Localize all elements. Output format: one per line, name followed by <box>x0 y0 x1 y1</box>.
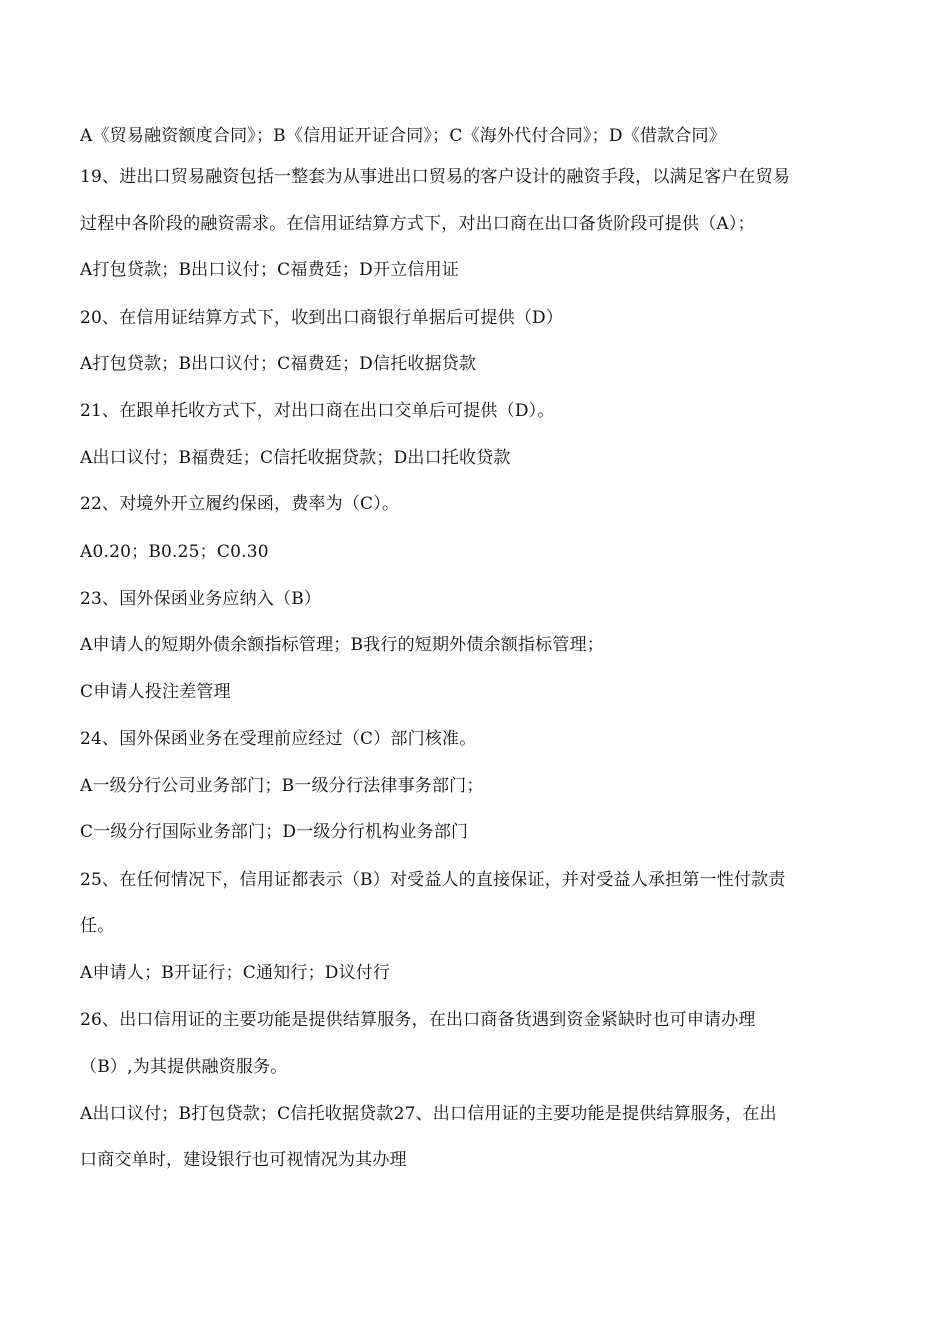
text-line-18: 任。 <box>80 916 115 936</box>
text-line-7: 21、在跟单托收方式下，对出口商在出口交单后可提供（D）。 <box>80 401 555 421</box>
text-line-15: A一级分行公司业务部门；B一级分行法律事务部门； <box>80 776 484 796</box>
text-line-22: A出口议付；B打包贷款；C信托收据贷款27、出口信用证的主要功能是提供结算服务，在出 <box>80 1104 777 1124</box>
text-line-21: （B）,为其提供融资服务。 <box>80 1057 288 1077</box>
text-line-8: A出口议付；B福费廷；C信托收据贷款；D出口托收贷款 <box>80 448 511 468</box>
text-line-1: A《贸易融资额度合同》；B《信用证开证合同》；C《海外代付合同》；D《借款合同》 <box>80 126 726 146</box>
text-line-12: A申请人的短期外债余额指标管理；B我行的短期外债余额指标管理； <box>80 635 604 655</box>
text-line-4: A打包贷款；B出口议付；C福费廷；D开立信用证 <box>80 260 460 280</box>
text-line-20: 26、出口信用证的主要功能是提供结算服务，在出口商备货遇到资金紧缺时也可申请办理 <box>80 1010 756 1030</box>
text-line-17: 25、在任何情况下，信用证都表示（B）对受益人的直接保证，并对受益人承担第一性付款责 <box>80 870 786 890</box>
text-line-19: A申请人；B开证行；C通知行；D议付行 <box>80 963 391 983</box>
text-line-23: 口商交单时，建设银行也可视情况为其办理 <box>80 1150 407 1170</box>
text-line-13: C申请人投注差管理 <box>80 682 231 702</box>
text-line-5: 20、在信用证结算方式下，收到出口商银行单据后可提供（D） <box>80 308 564 328</box>
text-line-11: 23、国外保函业务应纳入（B） <box>80 589 322 609</box>
text-line-6: A打包贷款；B出口议付；C福费廷；D信托收据贷款 <box>80 354 477 374</box>
text-line-9: 22、对境外开立履约保函，费率为（C）。 <box>80 494 400 514</box>
text-line-3: 过程中各阶段的融资需求。在信用证结算方式下，对出口商在出口备货阶段可提供（A）； <box>80 214 755 234</box>
text-line-14: 24、国外保函业务在受理前应经过（C）部门核准。 <box>80 729 477 749</box>
text-line-16: C一级分行国际业务部门；D一级分行机构业务部门 <box>80 822 469 842</box>
text-line-2: 19、进出口贸易融资包括一整套为从事进出口贸易的客户设计的融资手段，以满足客户在贸易 <box>80 167 791 187</box>
text-line-10: A0.20；B0.25；C0.30 <box>80 542 269 562</box>
